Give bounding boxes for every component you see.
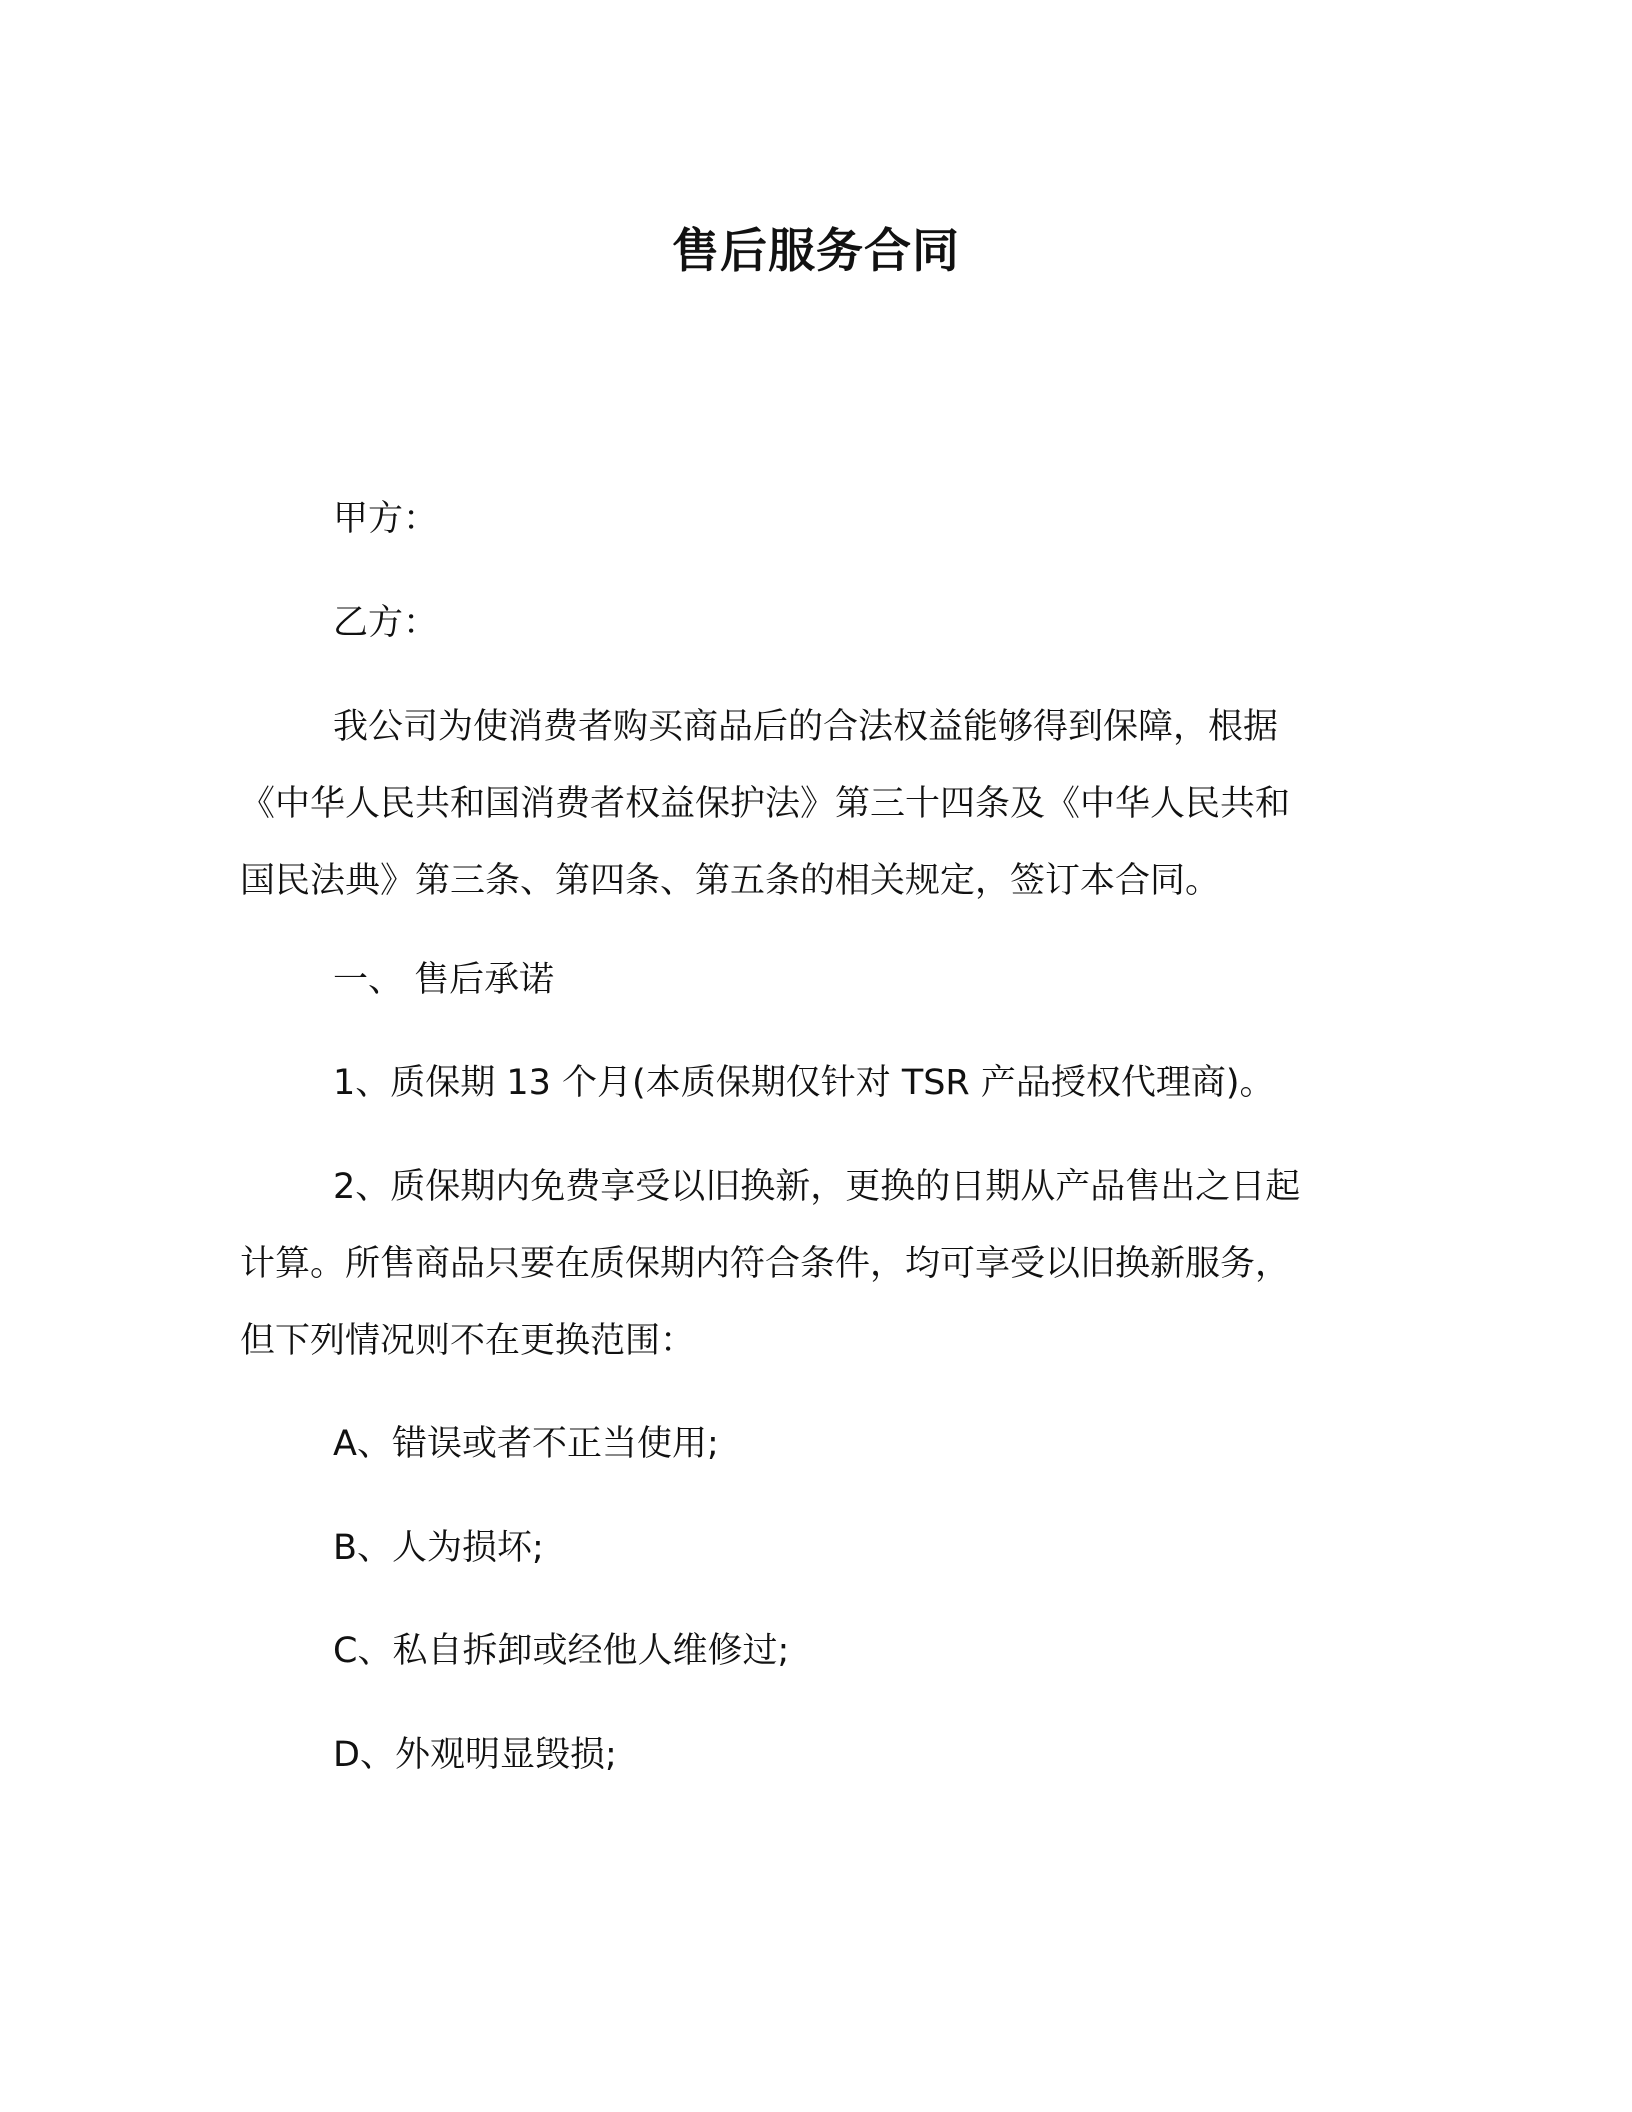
section-1-heading: 一、 售后承诺	[333, 960, 555, 1000]
intro-line-1: 我公司为使消费者购买商品后的合法权益能够得到保障，根据	[333, 707, 1279, 747]
clause-2-line-1: 2、质保期内免费享受以旧换新，更换的日期从产品售出之日起	[333, 1167, 1301, 1207]
exclusion-a: A、错误或者不正当使用;	[333, 1424, 719, 1464]
exclusion-c: C、私自拆卸或经他人维修过;	[333, 1631, 790, 1671]
exclusion-b: B、人为损坏;	[333, 1528, 544, 1568]
exclusion-d: D、外观明显毁损;	[333, 1735, 617, 1775]
document-title: 售后服务合同	[672, 224, 960, 279]
clause-2-paragraph	[240, 1149, 1365, 1380]
party-b-label: 乙方：	[333, 603, 439, 643]
party-a-label: 甲方：	[333, 499, 439, 539]
intro-line-2: 《中华人民共和国消费者权益保护法》第三十四条及《中华人民共和	[240, 784, 1291, 824]
clause-2-line-2: 计算。所售商品只要在质保期内符合条件，均可享受以旧换新服务，	[240, 1244, 1291, 1284]
intro-paragraph	[240, 689, 1365, 920]
clause-2-line-3: 但下列情况则不在更换范围：	[240, 1321, 696, 1361]
clause-1: 1、质保期 13 个月(本质保期仅针对 TSR 产品授权代理商)。	[333, 1063, 1275, 1103]
intro-line-3: 国民法典》第三条、第四条、第五条的相关规定，签订本合同。	[240, 861, 1221, 901]
